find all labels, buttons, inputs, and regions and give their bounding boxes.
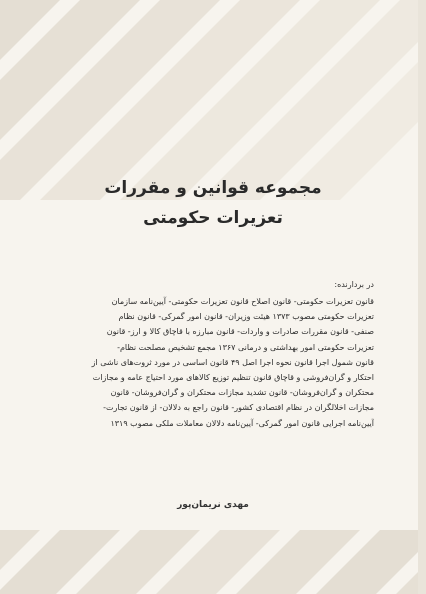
title-block (40, 178, 386, 228)
contents-list (58, 294, 374, 431)
contents-line: صنفی- قانون مقررات صادرات و واردات- قانون مبارزه با قاچاق کالا و ارز- قانون (106, 327, 374, 337)
contents-line: تعزیرات حکومتی امور بهداشتی و درمانی ۱۳۶۷ مجمع تشخیص مصلحت نظام- (117, 342, 374, 352)
contents-line: محتکران و گران‌فروشان- قانون تشدید مجازات محتکران و گران‌فروشان- قانون (110, 388, 374, 398)
contents-line: تعزیرات حکومتی مصوب ۱۳۷۳ هیئت وزیران- قانون امور گمرکی- قانون نظام (118, 312, 374, 322)
contents-line: مجازات اخلالگران در نظام اقتصادی کشور- قانون راجع به دلالان- از قانون تجارت- (103, 403, 374, 413)
author-name: مهدی نریمان‌پور (177, 500, 249, 510)
contents-line: قانون شمول اجرا قانون نحوه اجرا اصل ۴۹ قانون اساسی در مورد ثروت‌های ناشی از (91, 357, 374, 367)
contents-intro: در بردارنده: (334, 280, 374, 289)
book-subtitle: تعزیرات حکومتی (143, 208, 283, 228)
contents-line: آیین‌نامه اجرایی قانون امور گمرکی- آیین‌نامه دلالان معاملات ملکی مصوب ۱۳۱۹ (110, 418, 374, 428)
book-title: مجموعه قوانین و مقررات (104, 178, 322, 198)
contents-line: قانون تعزیرات حکومتی- قانون اصلاح قانون تعزیرات حکومتی- آیین‌نامه سازمان (111, 297, 374, 306)
contents-line: احتکار و گران‌فروشی و قاچاق قانون تنظیم توزیع کالاهای مورد احتیاج عامه و مجازات (92, 373, 374, 383)
